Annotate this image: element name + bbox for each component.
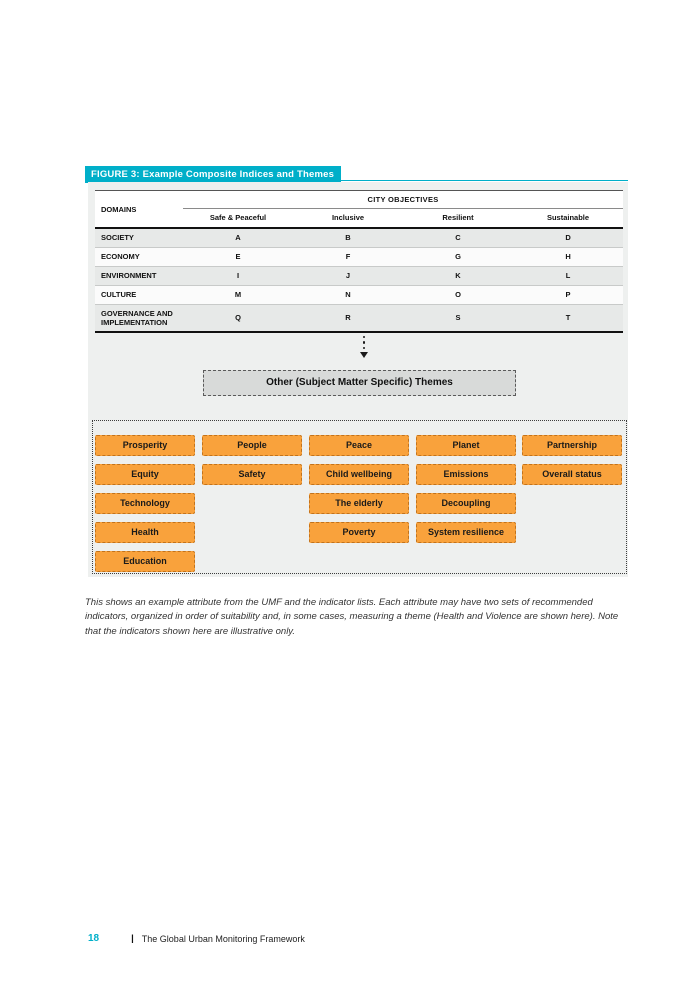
theme-decoupling: Decoupling [416,493,516,514]
figure-title: FIGURE 3: Example Composite Indices and Themes [85,166,341,183]
table-cell: G [403,247,513,266]
table-cell: T [513,304,623,332]
table-row-economy [95,247,623,266]
theme-column-prosperity [95,435,195,572]
arrow-dot [363,336,366,339]
column-header-sustainable: Sustainable [513,209,623,229]
theme-equity: Equity [95,464,195,485]
theme-education: Education [95,551,195,572]
table-cell: L [513,266,623,285]
theme-column-peace [309,435,409,543]
theme-health: Health [95,522,195,543]
table-cell: M [183,285,293,304]
table-cell: I [183,266,293,285]
table-cell: R [293,304,403,332]
theme-the-elderly: The elderly [309,493,409,514]
page-number: 18 [88,933,100,944]
theme-column-partnership [522,435,622,485]
table-cell: E [183,247,293,266]
table-cell: D [513,228,623,247]
page-footer [88,933,305,944]
table-row-society [95,228,623,247]
table-row-environment [95,266,623,285]
figure-area [88,182,628,577]
table-cell: P [513,285,623,304]
table-cell: C [403,228,513,247]
city-objectives-header: CITY OBJECTIVES [183,191,623,209]
theme-system-resilience: System resilience [416,522,516,543]
themes-container [92,420,627,574]
arrow-head [360,352,368,358]
theme-emissions: Emissions [416,464,516,485]
theme-column-planet [416,435,516,543]
theme-overall-status: Overall status [522,464,622,485]
theme-peace: Peace [309,435,409,456]
domain-cell: CULTURE [95,285,183,304]
column-header-resilient: Resilient [403,209,513,229]
table-cell: F [293,247,403,266]
theme-people: People [202,435,302,456]
other-themes-box: Other (Subject Matter Specific) Themes [203,370,516,396]
footer-separator: | [131,933,134,944]
theme-partnership: Partnership [522,435,622,456]
theme-child-wellbeing: Child wellbeing [309,464,409,485]
figure-caption: This shows an example attribute from the UMF and the indicator lists. Each attribute may have two sets of recommended indicators, organized in order of suitability and, in some cases, measuring a theme (Health and Violence are shown here). Note that the indicators shown here are illustrative only. [85,597,619,637]
table-cell: S [403,304,513,332]
domain-cell: ENVIRONMENT [95,266,183,285]
table-cell: B [293,228,403,247]
city-objectives-table [95,190,623,333]
table-cell: N [293,285,403,304]
table-row-governance [95,304,623,332]
theme-safety: Safety [202,464,302,485]
column-header-safe-peaceful: Safe & Peaceful [183,209,293,229]
table-cell: K [403,266,513,285]
table-cell: H [513,247,623,266]
theme-technology: Technology [95,493,195,514]
domain-cell: ECONOMY [95,247,183,266]
down-arrow-icon [359,334,369,358]
column-header-inclusive: Inclusive [293,209,403,229]
table-cell: O [403,285,513,304]
table-cell: J [293,266,403,285]
theme-planet: Planet [416,435,516,456]
domain-cell: SOCIETY [95,228,183,247]
domains-header: DOMAINS [95,191,183,229]
domain-cell: GOVERNANCE AND IMPLEMENTATION [95,304,183,332]
table-cell: A [183,228,293,247]
table-cell: Q [183,304,293,332]
theme-poverty: Poverty [309,522,409,543]
theme-prosperity: Prosperity [95,435,195,456]
footer-title: The Global Urban Monitoring Framework [141,933,305,944]
arrow-dot [363,347,366,350]
arrow-dot [363,341,366,344]
theme-column-people [202,435,302,485]
table-row-culture [95,285,623,304]
